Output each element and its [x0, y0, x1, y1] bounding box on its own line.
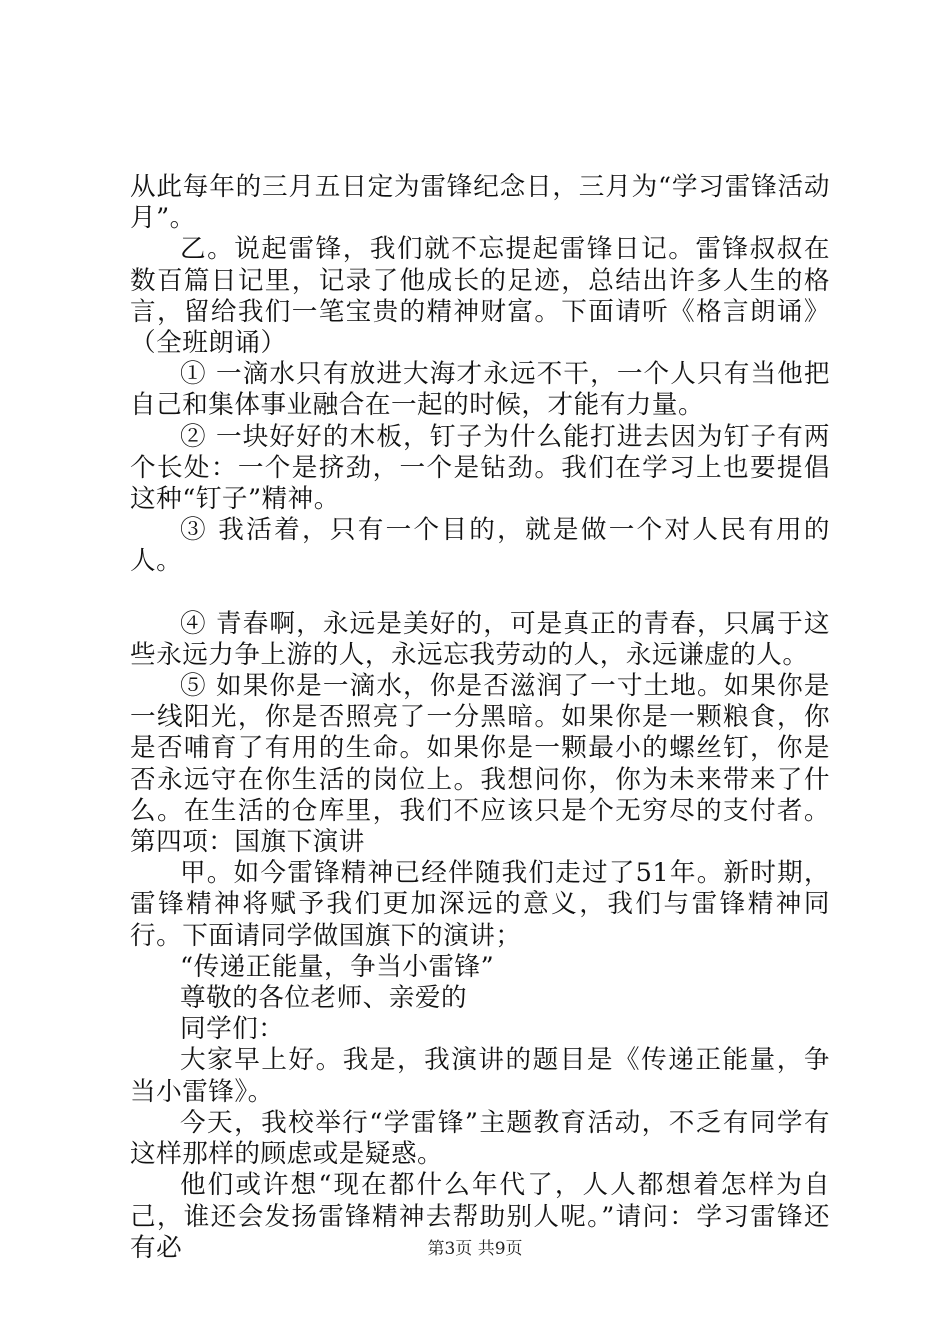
speech-paragraph-2: 今天，我校举行“学雷锋”主题教育活动，不乏有同学有这样那样的顾虑或是疑惑。 — [130, 1107, 830, 1170]
speech-paragraph-3: 他们或许想“现在都什么年代了，人人都想着怎样为自己，谁还会发扬雷锋精神去帮助别人呢。”请问：学习雷锋还有必 — [130, 1170, 830, 1263]
page-footer: 第3页 共9页 — [427, 1239, 523, 1259]
paragraph-gap — [130, 578, 830, 609]
paragraph-1: 从此每年的三月五日定为雷锋纪念日，三月为“学习雷锋活动月”。 — [130, 172, 830, 234]
maxim-3: ③ 我活着，只有一个目的，就是做一个对人民有用的人。 — [130, 515, 830, 577]
paragraph-speech-intro: 甲。如今雷锋精神已经伴随我们走过了51年。新时期，雷锋精神将赋予我们更加深远的意义，我们与雷锋精神同行。下面请同学做国旗下的演讲； — [130, 858, 830, 951]
speech-title: “传递正能量，争当小雷锋” — [180, 951, 495, 982]
document-body — [130, 172, 830, 1264]
maxim-5: ⑤ 如果你是一滴水，你是否滋润了一寸土地。如果你是一线阳光，你是否照亮了一分黑暗。如果你是一颗粮食，你是否哺育了有用的生命。如果你是一颗最小的螺丝钉，你是否永远守在你生活的岗位上。我想问你，你为未来带来了什么。在生活的仓库里，我们不应该只是个无穷尽的支付者。第四项：国旗下演讲 — [130, 671, 830, 858]
maxim-1: ① 一滴水只有放进大海才永远不干，一个人只有当他把自己和集体事业融合在一起的时候，才能有力量。 — [130, 359, 830, 421]
speech-paragraph-1: 大家早上好。我是，我演讲的题目是《传递正能量，争当小雷锋》。 — [130, 1045, 830, 1107]
paragraph-2: 乙。说起雷锋，我们就不忘提起雷锋日记。雷锋叔叔在数百篇日记里，记录了他成长的足迹，总结出许多人生的格言，留给我们一笔宝贵的精神财富。下面请听《格言朗诵》（全班朗诵） — [130, 234, 830, 359]
maxim-4: ④ 青春啊，永远是美好的，可是真正的青春，只属于这些永远力争上游的人，永远忘我劳动的人，永远谦虚的人。 — [130, 608, 830, 670]
speech-salutation: 尊敬的各位老师、亲爱的 — [180, 983, 468, 1014]
maxim-2: ② 一块好好的木板，钉子为什么能打进去因为钉子有两个长处：一个是挤劲，一个是钻劲。我们在学习上也要提倡这种“钉子”精神。 — [130, 421, 830, 515]
speech-salutation-2: 同学们： — [180, 1014, 285, 1045]
